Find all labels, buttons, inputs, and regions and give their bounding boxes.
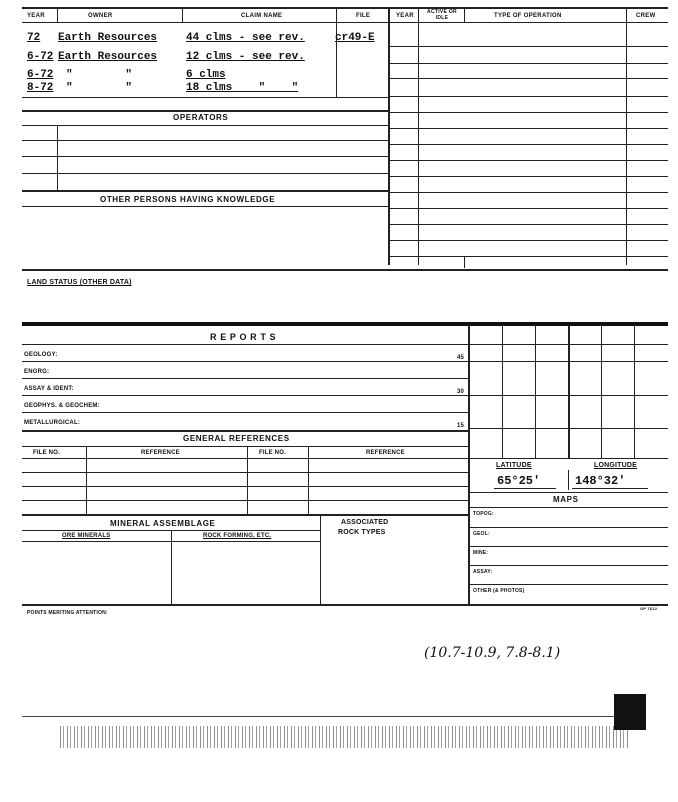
- header-year-2: YEAR: [396, 13, 414, 19]
- row-3-claim: 6 clms: [186, 69, 226, 81]
- header-claim-name: CLAIM NAME: [241, 13, 283, 19]
- longitude-value: 148°32': [575, 474, 626, 488]
- maps-geol: GEOL:: [473, 531, 490, 537]
- handwritten-note: (10.7-10.9, 7.8-8.1): [424, 645, 561, 661]
- land-status-label: LAND STATUS (OTHER DATA): [27, 279, 132, 286]
- row-2-owner: Earth Resources: [58, 51, 158, 63]
- row-4-claim: 18 clms " ": [186, 82, 299, 94]
- gr-file-no: FILE NO.: [33, 450, 60, 456]
- scale-15: 15: [457, 423, 465, 429]
- table-header-border: [22, 22, 668, 23]
- header-active-idle: ACTIVE OR IDLE: [427, 9, 457, 21]
- latitude-label: LATITUDE: [496, 462, 532, 469]
- row-4-year: 8-72: [27, 82, 54, 94]
- header-type-of-operation: TYPE OF OPERATION: [494, 13, 562, 19]
- operators-title: OPERATORS: [173, 113, 229, 122]
- rock-types-label: ROCK TYPES: [338, 529, 386, 536]
- report-metallurgical: METALLURGICAL:: [24, 420, 81, 426]
- report-geology: GEOLOGY:: [24, 352, 58, 358]
- rock-forming-label: ROCK FORMING, ETC.: [203, 533, 272, 539]
- row-3-year: 6-72: [27, 69, 54, 81]
- scan-black-marker: [614, 694, 646, 730]
- ore-minerals-label: ORE MINERALS: [62, 533, 111, 539]
- header-year: YEAR: [27, 13, 45, 19]
- gr-file-no-2: FILE NO.: [259, 450, 286, 456]
- col-divider: [336, 7, 337, 97]
- latitude-value: 65°25': [497, 474, 541, 488]
- associated-label: ASSOCIATED: [341, 519, 389, 526]
- col-divider: [464, 7, 465, 22]
- reports-top-border: [22, 322, 668, 326]
- mineral-assemblage-title: MINERAL ASSEMBLAGE: [110, 519, 216, 528]
- scan-noise-band: [60, 726, 630, 748]
- scale-30: 30: [457, 389, 465, 395]
- maps-other: OTHER (& PHOTOS): [473, 588, 525, 594]
- points-meriting-label: POINTS MERITING ATTENTION:: [27, 610, 108, 616]
- row-4-owner: " ": [66, 82, 133, 94]
- row-1-file: cr49-E: [335, 32, 375, 44]
- table-top-border: [22, 7, 668, 9]
- col-divider: [182, 7, 183, 22]
- reports-title: R E P O R T S: [210, 332, 277, 342]
- maps-title: MAPS: [553, 495, 579, 504]
- col-divider: [57, 7, 58, 22]
- gr-reference: REFERENCE: [141, 450, 180, 456]
- row-3-owner: " ": [66, 69, 133, 81]
- maps-topog: TOPOG:: [473, 511, 494, 517]
- maps-mine: MINE:: [473, 550, 489, 556]
- gr-reference-2: REFERENCE: [366, 450, 405, 456]
- header-file: FILE: [356, 13, 371, 19]
- report-engrg: ENGRG:: [24, 369, 50, 375]
- other-persons-title: OTHER PERSONS HAVING KNOWLEDGE: [100, 195, 276, 204]
- scale-45: 45: [457, 355, 465, 361]
- row-2-year: 6-72: [27, 51, 54, 63]
- row-1-owner: Earth Resources: [58, 32, 158, 44]
- report-geophys: GEOPHYS. & GEOCHEM:: [24, 403, 100, 409]
- form-number: GP 7612: [640, 606, 658, 611]
- row-1-claim: 44 clms - see rev.: [186, 32, 305, 44]
- maps-assay: ASSAY:: [473, 569, 493, 575]
- row-1-year: 72: [27, 32, 41, 44]
- general-references-title: GENERAL REFERENCES: [183, 434, 290, 443]
- table-bottom-border: [22, 269, 668, 271]
- report-assay: ASSAY & IDENT:: [24, 386, 74, 392]
- reports-bottom-border: [22, 604, 668, 606]
- row-2-claim: 12 clms - see rev.: [186, 51, 305, 63]
- header-owner: OWNER: [88, 13, 113, 19]
- longitude-label: LONGITUDE: [594, 462, 638, 469]
- scan-noise-line: [22, 716, 622, 717]
- header-crew: CREW: [636, 13, 656, 19]
